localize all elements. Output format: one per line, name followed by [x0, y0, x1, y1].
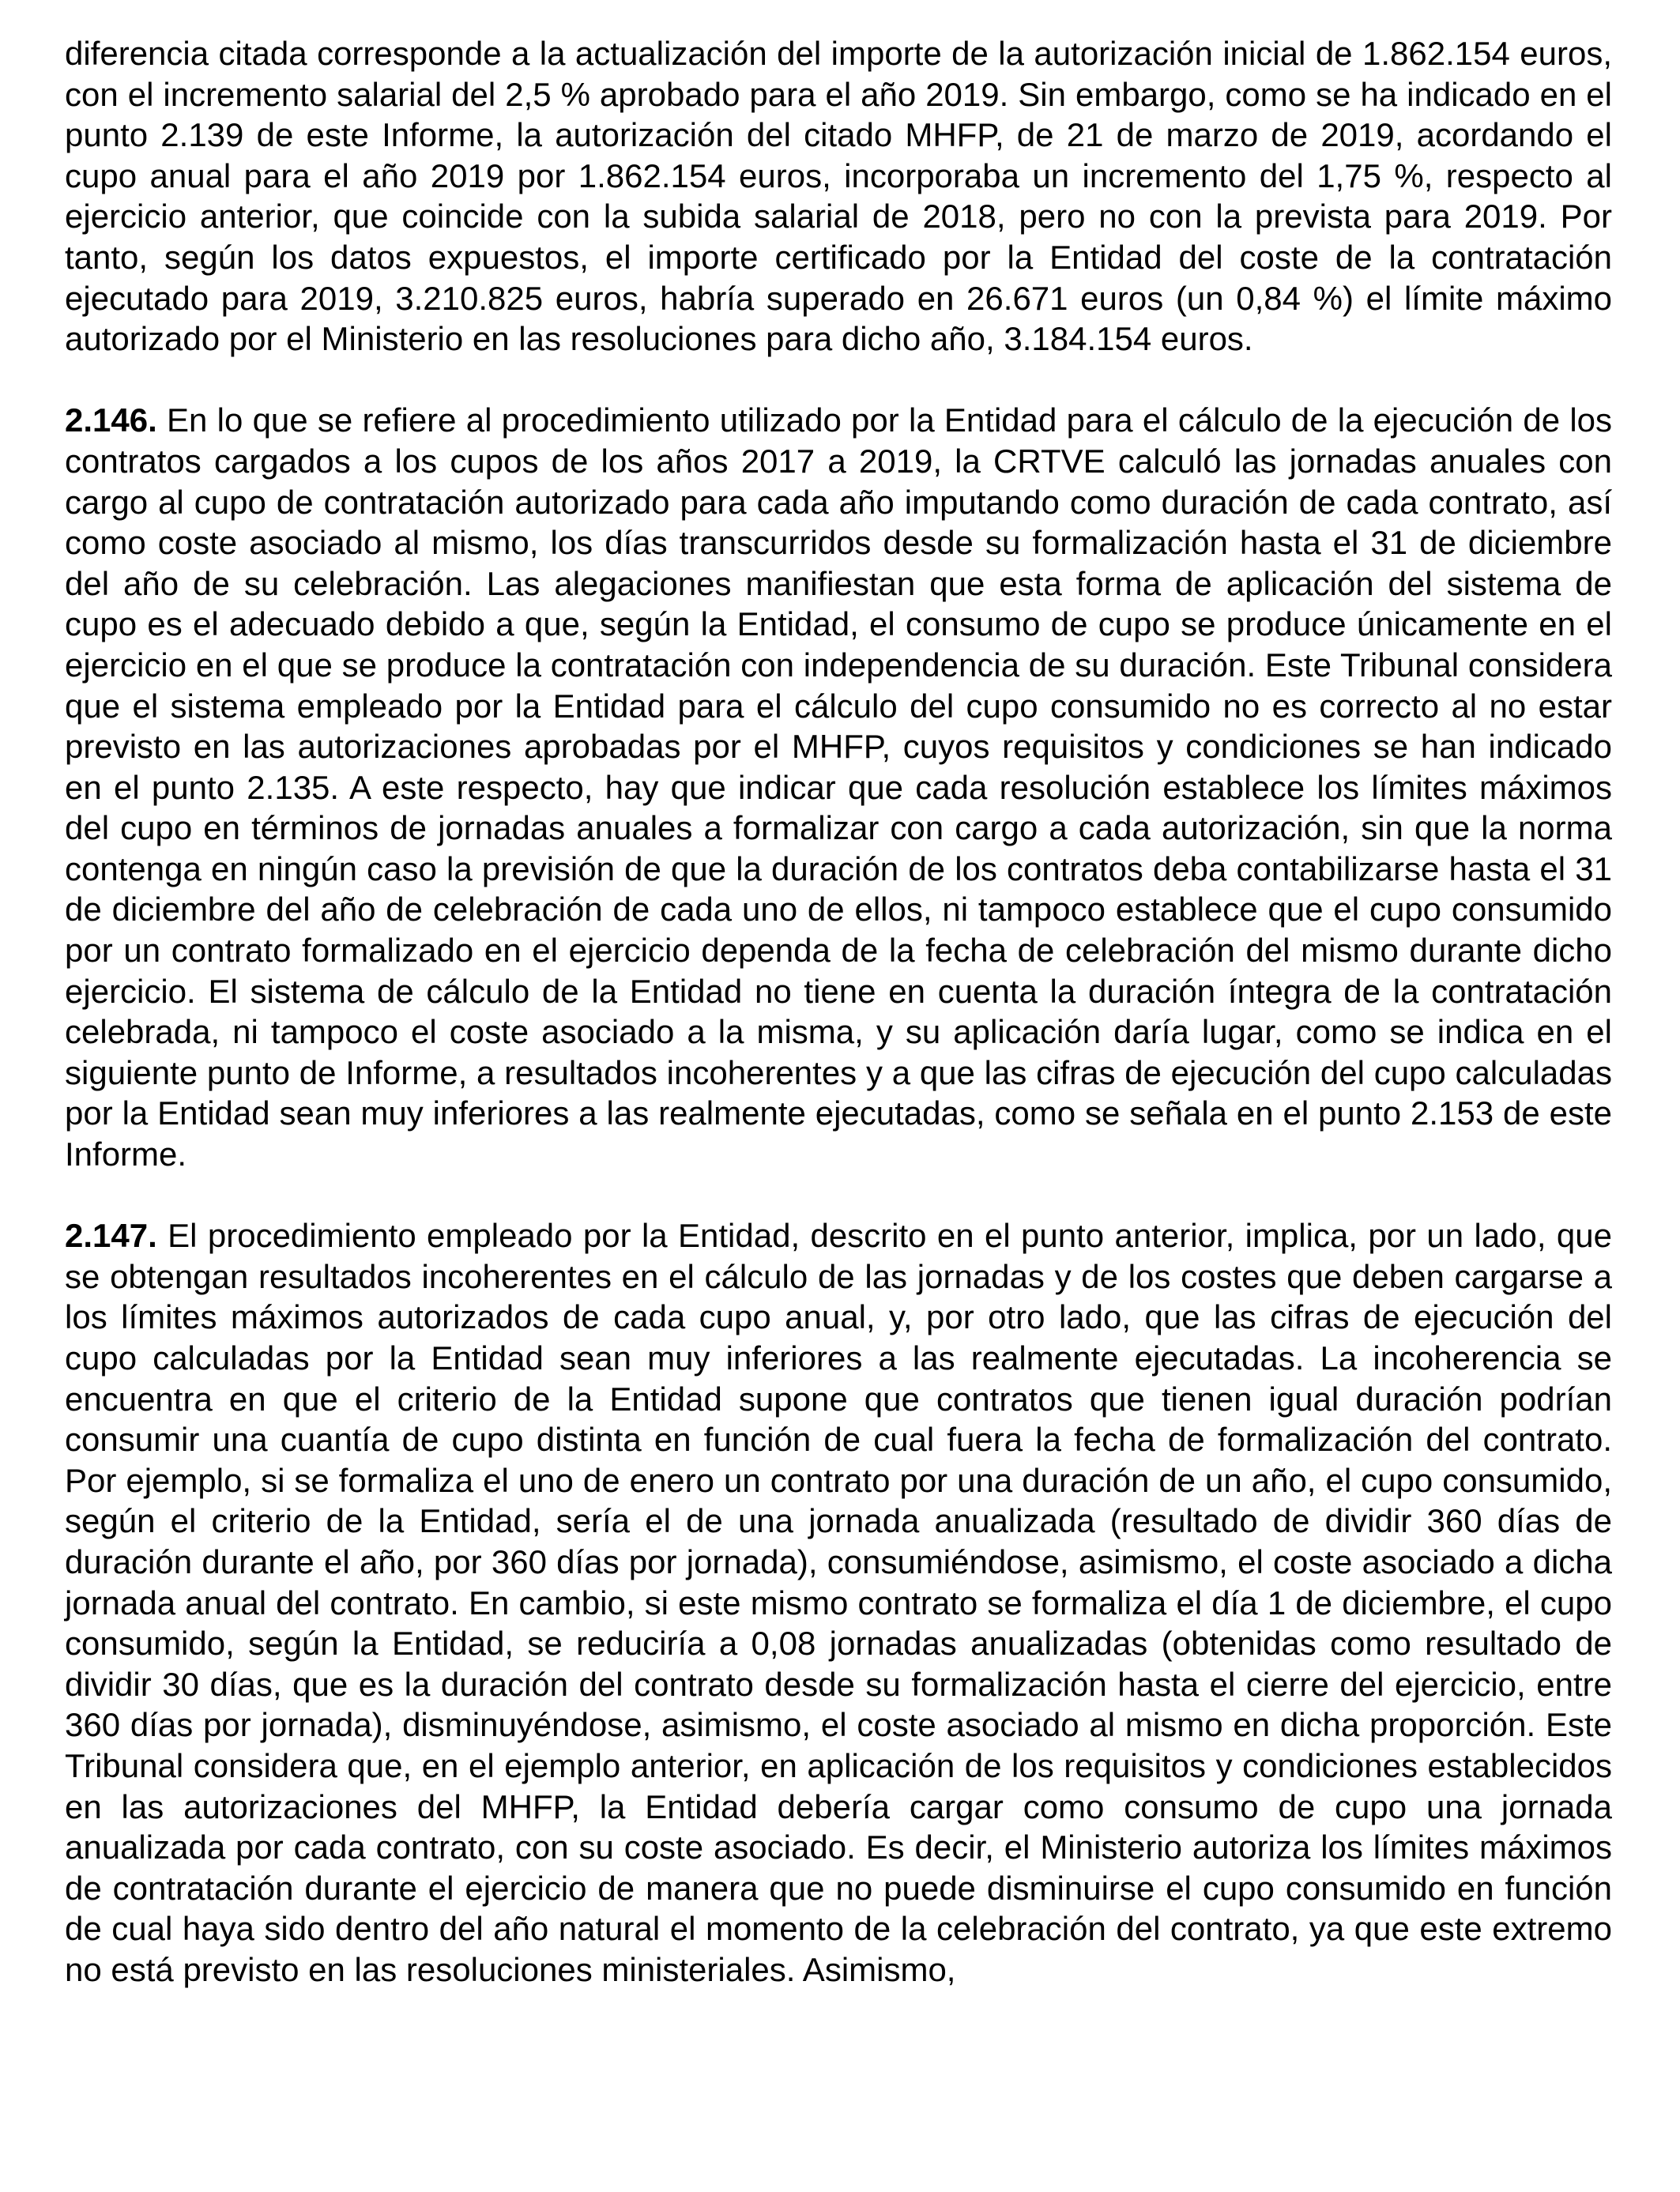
paragraph-text: diferencia citada corresponde a la actualización del importe de la autorización inicial de 1.862.154 euros, con el incremento salarial del 2,5 % aprobado para el año 2019. Sin embargo, como se ha indicado en el punto 2.139 de este Informe, la autorización del citado MHFP, de 21 de marzo de 2019, acordando el cupo anual para el año 2019 por 1.862.154 euros, incorporaba un incremento del 1,75 %, respecto al ejercicio anterior, que coincide con la subida salarial de 2018, pero no con la prevista para 2019. Por tanto, según los datos expuestos, el importe certificado por la Entidad del coste de la contratación ejecutado para 2019, 3.210.825 euros, habría superado en 26.671 euros (un 0,84 %) el límite máximo autorizado por el Ministerio en las resoluciones para dicho año, 3.184.154 euros. — [65, 35, 1612, 358]
paragraph-number: 2.147. — [65, 1217, 157, 1255]
document-page — [65, 33, 1612, 1991]
paragraph-text: El procedimiento empleado por la Entidad, descrito en el punto anterior, implica, por un lado, que se obtengan resultados incoherentes en el cálculo de las jornadas y de los costes que deben cargarse a los límites máximos autorizados de cada cupo anual, y, por otro lado, que las cifras de ejecución del cupo calculadas por la Entidad sean muy inferiores a las realmente ejecutadas. La incoherencia se encuentra en que el criterio de la Entidad supone que contratos que tienen igual duración podrían consumir una cuantía de cupo distinta en función de cual fuera la fecha de formalización del contrato. Por ejemplo, si se formaliza el uno de enero un contrato por una duración de un año, el cupo consumido, según el criterio de la Entidad, sería el de una jornada anualizada (resultado de dividir 360 días de duración durante el año, por 360 días por jornada), consumiéndose, asimismo, el coste asociado a dicha jornada anual del contrato. En cambio, si este mismo contrato se formaliza el día 1 de diciembre, el cupo consumido, según la Entidad, se reduciría a 0,08 jornadas anualizadas (obtenidas como resultado de dividir 30 días, que es la duración del contrato desde su formalización hasta el cierre del ejercicio, entre 360 días por jornada), disminuyéndose, asimismo, el coste asociado al mismo en dicha proporción. Este Tribunal considera que, en el ejemplo anterior, en aplicación de los requisitos y condiciones establecidos en las autorizaciones del MHFP, la Entidad debería cargar como consumo de cupo una jornada anualizada por cada contrato, con su coste asociado. Es decir, el Ministerio autoriza los límites máximos de contratación durante el ejercicio de manera que no puede disminuirse el cupo consumido en función de cual haya sido dentro del año natural el momento de la celebración del contrato, ya que este extremo no está previsto en las resoluciones ministeriales. Asimismo, — [65, 1217, 1613, 1988]
paragraph-continuation — [65, 33, 1612, 360]
paragraph-2-147 — [65, 1215, 1612, 1990]
paragraph-2-146 — [65, 400, 1612, 1174]
paragraph-number: 2.146. — [65, 401, 157, 439]
paragraph-text: En lo que se refiere al procedimiento utilizado por la Entidad para el cálculo de la ejecución de los contratos cargados a los cupos de los años 2017 a 2019, la CRTVE calculó las jornadas anuales con cargo al cupo de contratación autorizado para cada año imputando como duración de cada contrato, así como coste asociado al mismo, los días transcurridos desde su formalización hasta el 31 de diciembre del año de su celebración. Las alegaciones manifiestan que esta forma de aplicación del sistema de cupo es el adecuado debido a que, según la Entidad, el consumo de cupo se produce únicamente en el ejercicio en el que se produce la contratación con independencia de su duración. Este Tribunal considera que el sistema empleado por la Entidad para el cálculo del cupo consumido no es correcto al no estar previsto en las autorizaciones aprobadas por el MHFP, cuyos requisitos y condiciones se han indicado en el punto 2.135. A este respecto, hay que indicar que cada resolución establece los límites máximos del cupo en términos de jornadas anuales a formalizar con cargo a cada autorización, sin que la norma contenga en ningún caso la previsión de que la duración de los contratos deba contabilizarse hasta el 31 de diciembre del año de celebración de cada uno de ellos, ni tampoco establece que el cupo consumido por un contrato formalizado en el ejercicio dependa de la fecha de celebración del mismo durante dicho ejercicio. El sistema de cálculo de la Entidad no tiene en cuenta la duración íntegra de la contratación celebrada, ni tampoco el coste asociado a la misma, y su aplicación daría lugar, como se indica en el siguiente punto de Informe, a resultados incoherentes y a que las cifras de ejecución del cupo calculadas por la Entidad sean muy inferiores a las realmente ejecutadas, como se señala en el punto 2.153 de este Informe. — [65, 401, 1613, 1173]
